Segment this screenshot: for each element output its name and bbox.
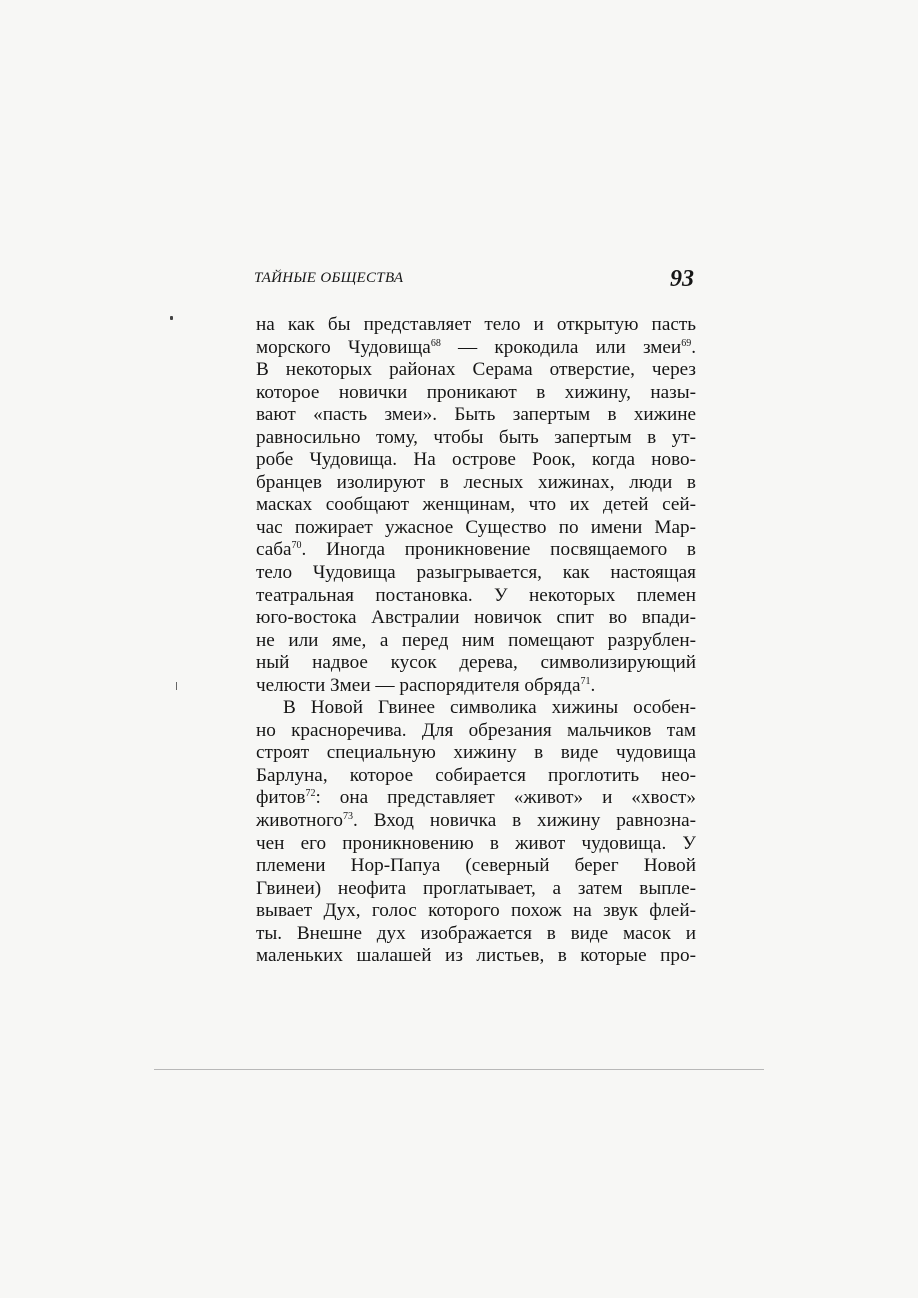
bottom-rule: [154, 1069, 764, 1070]
text-line: ты. Внешне дух изображается в виде масок и: [256, 922, 696, 944]
text-line: фитов$^{72}$: она представляет «живот» и «хвост»: [256, 787, 696, 809]
text-line: маленьких шалашей из листьев, в которые про-: [256, 945, 696, 967]
running-header-title: ТАЙНЫЕ ОБЩЕСТВА: [254, 270, 404, 286]
text-line: час пожирает ужасное Существо по имени Мар-: [256, 516, 696, 538]
text-line: чен его проникновению в живот чудовища. У: [256, 832, 696, 854]
page-number: 93: [670, 266, 694, 292]
text-line: на как бы представляет тело и открытую пасть: [256, 314, 696, 335]
text-line: В Новой Гвинее символика хижины особен-: [283, 697, 696, 719]
text-line: тело Чудовища разыгрывается, как настоящая: [256, 562, 696, 584]
text-line: вывает Дух, голос которого похож на звук флей-: [256, 900, 696, 922]
text-line: ный надвое кусок дерева, символизирующий: [256, 652, 696, 674]
text-line: морского Чудовища$^{68}$ — крокодила или змеи$^{69}$.: [256, 336, 696, 358]
text-line: масках сообщают женщинам, что их детей сей-: [256, 494, 696, 516]
footnote-ref: 70: [291, 540, 302, 552]
text-line: челюсти Змеи — распорядителя обряда$^{71}$.: [256, 674, 596, 696]
footnote-ref: 69: [681, 337, 692, 349]
text-line: саба$^{70}$. Иногда проникновение посвящаемого в: [256, 539, 696, 561]
text-line: Барлуна, которое собирается проглотить нео-: [256, 764, 696, 786]
footnote-ref: 68: [430, 337, 441, 349]
margin-tick: [176, 682, 177, 690]
text-line: театральная постановка. У некоторых племен: [256, 584, 696, 606]
body-text: [256, 314, 696, 968]
text-line: В некоторых районах Серама отверстие, через: [256, 359, 696, 381]
text-line: которое новички проникают в хижину, назы-: [256, 381, 696, 403]
text-line: равносильно тому, чтобы быть запертым в ут-: [256, 426, 696, 448]
text-line: животного$^{73}$. Вход новичка в хижину равнозна-: [256, 810, 696, 832]
text-line: Гвинеи) неофита проглатывает, а затем выпле-: [256, 877, 696, 899]
margin-speck: [170, 316, 173, 320]
text-line: вают «пасть змеи». Быть запертым в хижине: [256, 404, 696, 426]
text-line: бранцев изолируют в лесных хижинах, люди в: [256, 471, 696, 493]
footnote-ref: 72: [305, 788, 316, 800]
footnote-ref: 71: [580, 675, 591, 687]
text-line: робе Чудовища. На острове Роок, когда ново-: [256, 449, 696, 471]
text-line: не или яме, а перед ним помещают разрублен-: [256, 629, 696, 651]
text-line: но красноречива. Для обрезания мальчиков там: [256, 719, 696, 741]
text-line: юго-востока Австралии новичок спит во впади-: [256, 607, 696, 629]
text-line: строят специальную хижину в виде чудовища: [256, 742, 696, 764]
text-line: племени Нор-Папуа (северный берег Новой: [256, 855, 696, 877]
footnote-ref: 73: [343, 811, 354, 823]
